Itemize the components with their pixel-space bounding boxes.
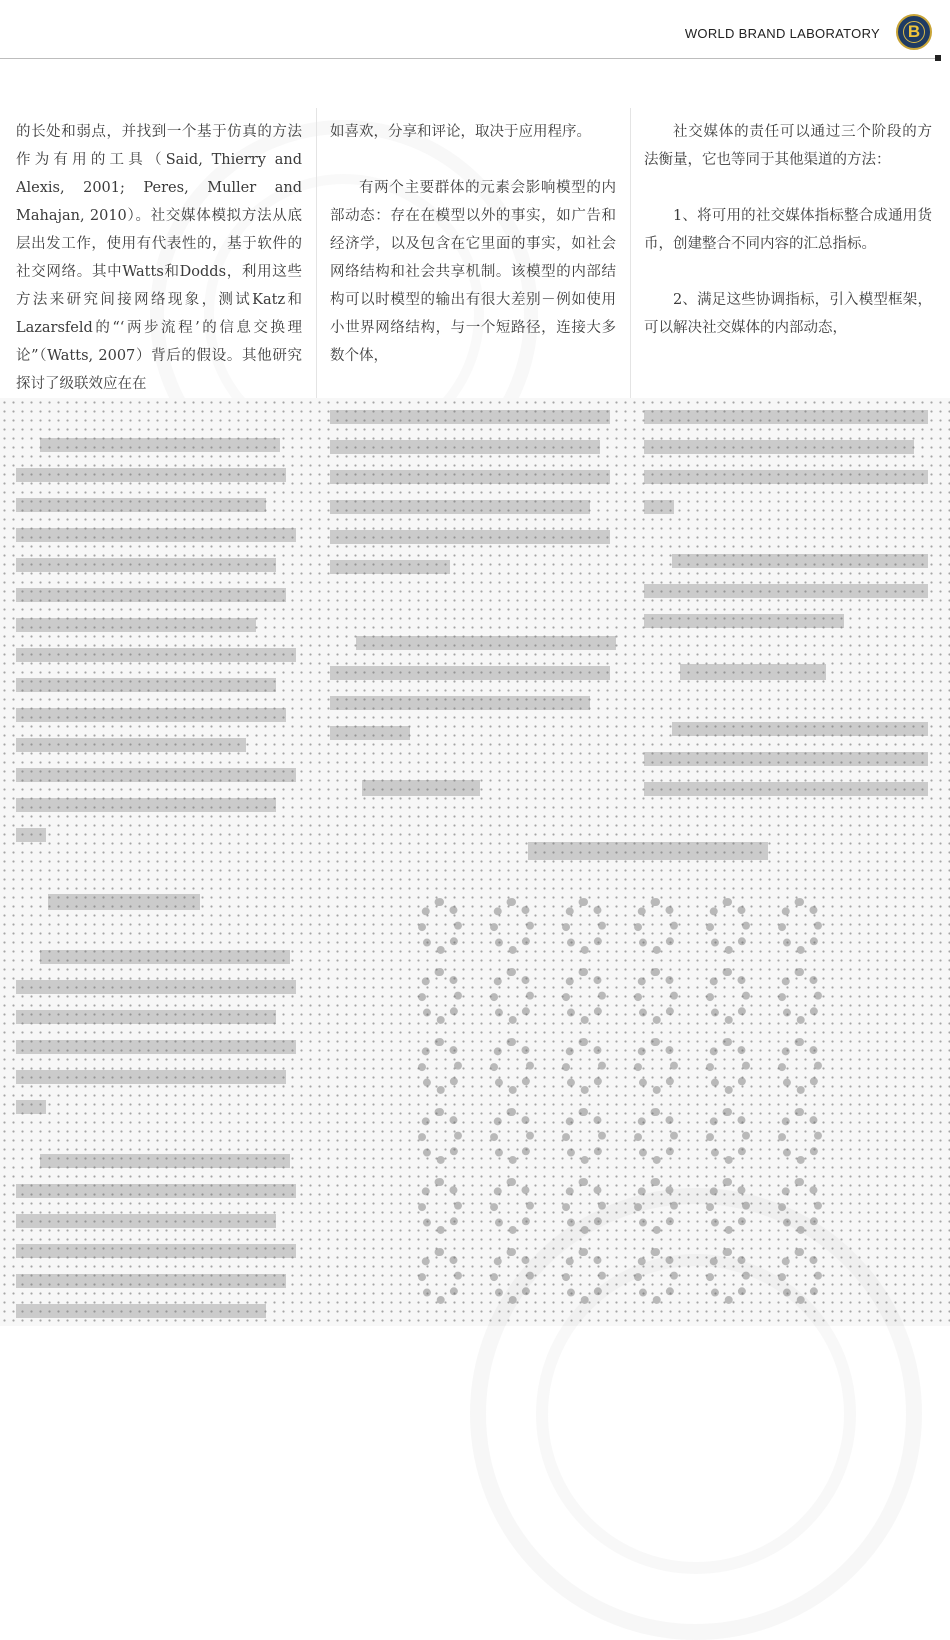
redacted-figure-node <box>634 898 678 954</box>
text-column-1 <box>16 118 302 426</box>
redacted-figure-node <box>562 1038 606 1094</box>
redacted-text-line <box>16 738 246 752</box>
redacted-text-line <box>16 528 296 542</box>
redacted-text-line <box>40 438 280 452</box>
redacted-text-line <box>672 554 928 568</box>
redacted-text-line <box>644 752 928 766</box>
redacted-figure-node <box>706 1178 750 1234</box>
redacted-text-line <box>330 560 450 574</box>
header-divider <box>0 58 935 59</box>
redacted-text-line <box>16 1304 266 1318</box>
redacted-figure-node <box>418 1178 462 1234</box>
redacted-figure <box>418 898 838 1318</box>
redacted-text-line <box>330 666 610 680</box>
redacted-text-line <box>330 726 410 740</box>
column-divider <box>316 108 317 398</box>
redacted-text-line <box>644 470 928 484</box>
redacted-figure-node <box>562 1248 606 1304</box>
redacted-text-line <box>16 1040 296 1054</box>
redacted-text-line <box>644 782 928 796</box>
redacted-figure-node <box>562 968 606 1024</box>
redacted-figure-node <box>418 1038 462 1094</box>
redacted-text-line <box>330 470 610 484</box>
redacted-text-line <box>330 410 610 424</box>
brand-logo-icon <box>896 14 932 50</box>
redacted-figure-node <box>490 1108 534 1164</box>
paragraph: 2、满足这些协调指标，引入模型框架，可以解决社交媒体的内部动态， <box>644 292 932 336</box>
redacted-figure-node <box>706 968 750 1024</box>
redacted-figure-node <box>778 968 822 1024</box>
redacted-figure-node <box>418 898 462 954</box>
redacted-figure-node <box>418 1248 462 1304</box>
paragraph: 有两个主要群体的元素会影响模型的内部动态：存在在模型以外的事实，如广告和经济学，以及包含在它里面的事实，如社会网络结构和社会共享机制。该模型的内部结构可以时模型的输出有很大差别－例如使用小世界网络结构，与一个短路径，连接大多数个体， <box>330 180 616 364</box>
redacted-heading <box>48 894 200 910</box>
redacted-text-line <box>330 530 610 544</box>
redacted-text-line <box>16 468 286 482</box>
redacted-figure-node <box>490 968 534 1024</box>
redacted-text-line <box>16 980 296 994</box>
redacted-figure-node <box>634 1108 678 1164</box>
redacted-figure-node <box>778 1038 822 1094</box>
redacted-figure-node <box>778 898 822 954</box>
redacted-figure-node <box>634 1248 678 1304</box>
redacted-text-line <box>16 1244 296 1258</box>
redacted-text-line <box>16 1214 276 1228</box>
redacted-text-line <box>672 722 928 736</box>
redacted-region <box>0 398 950 1326</box>
redacted-figure-node <box>490 898 534 954</box>
redacted-figure-node <box>778 1248 822 1304</box>
redacted-text-line <box>644 410 928 424</box>
page-header <box>0 0 950 62</box>
redacted-text-line <box>16 798 276 812</box>
redacted-text-line <box>16 1100 46 1114</box>
text-column-3 <box>644 118 932 370</box>
redacted-text-line <box>16 498 266 512</box>
redacted-text-line <box>40 1154 290 1168</box>
redacted-text-line <box>16 828 46 842</box>
redacted-text-line <box>16 1274 286 1288</box>
redacted-figure-node <box>778 1108 822 1164</box>
paragraph: 如喜欢，分享和评论，取决于应用程序。 <box>330 124 591 140</box>
redacted-text-line <box>16 648 296 662</box>
header-divider-dot <box>935 55 941 61</box>
redacted-figure-node <box>634 968 678 1024</box>
redacted-text-line <box>16 618 256 632</box>
paragraph: 的长处和弱点，并找到一个基于仿真的方法作为有用的工具（Said, Thierry and Alexis, 2001; Peres, Muller and Mahajan, 2010）。社交媒体模拟方法从底层出发工作，使用有代表性的，基于软件的社交网络。其中Watts和Dodds，利用这些方法来研究间接网络现象，测试Katz和Lazarsfeld的“‘两步流程’的信息交换理论”（Watts, 2007）背后的假设。其他研究探讨了级联效应在在 <box>16 124 302 392</box>
redacted-text-line <box>16 1010 276 1024</box>
redacted-text-line <box>330 500 590 514</box>
redacted-figure-node <box>418 1108 462 1164</box>
redacted-figure-node <box>490 1038 534 1094</box>
redacted-figure-node <box>706 1038 750 1094</box>
paragraph: 1、将可用的社交媒体指标整合成通用货币，创建整合不同内容的汇总指标。 <box>644 208 932 252</box>
redacted-heading <box>362 780 480 796</box>
redacted-figure-node <box>418 968 462 1024</box>
redacted-text-line <box>644 500 674 514</box>
redacted-text-line <box>16 768 296 782</box>
redacted-text-line <box>16 588 286 602</box>
redacted-figure-node <box>562 1178 606 1234</box>
header-title: WORLD BRAND LABORATORY <box>684 26 880 41</box>
redacted-text-line <box>16 1184 296 1198</box>
redacted-text-line <box>644 440 914 454</box>
redacted-figure-node <box>490 1248 534 1304</box>
redacted-figure-node <box>778 1178 822 1234</box>
column-divider <box>630 108 631 398</box>
redacted-figure-node <box>706 1248 750 1304</box>
redacted-figure-node <box>490 1178 534 1234</box>
redacted-figure-caption <box>528 842 768 860</box>
redacted-figure-node <box>562 898 606 954</box>
paragraph: 社交媒体的责任可以通过三个阶段的方法衡量，它也等同于其他渠道的方法： <box>644 124 932 168</box>
redacted-figure-node <box>562 1108 606 1164</box>
redacted-text-line <box>40 950 290 964</box>
redacted-figure-node <box>706 1108 750 1164</box>
redacted-text-line <box>16 708 286 722</box>
redacted-figure-node <box>706 898 750 954</box>
redacted-text-line <box>356 636 616 650</box>
redacted-text-line <box>644 584 928 598</box>
text-column-2 <box>330 118 616 398</box>
redacted-heading <box>680 664 826 680</box>
redacted-text-line <box>16 1070 286 1084</box>
redacted-text-line <box>644 614 844 628</box>
redacted-text-line <box>330 440 600 454</box>
redacted-text-line <box>16 558 276 572</box>
redacted-figure-node <box>634 1178 678 1234</box>
redacted-text-line <box>16 678 276 692</box>
redacted-text-line <box>330 696 590 710</box>
redacted-figure-node <box>634 1038 678 1094</box>
